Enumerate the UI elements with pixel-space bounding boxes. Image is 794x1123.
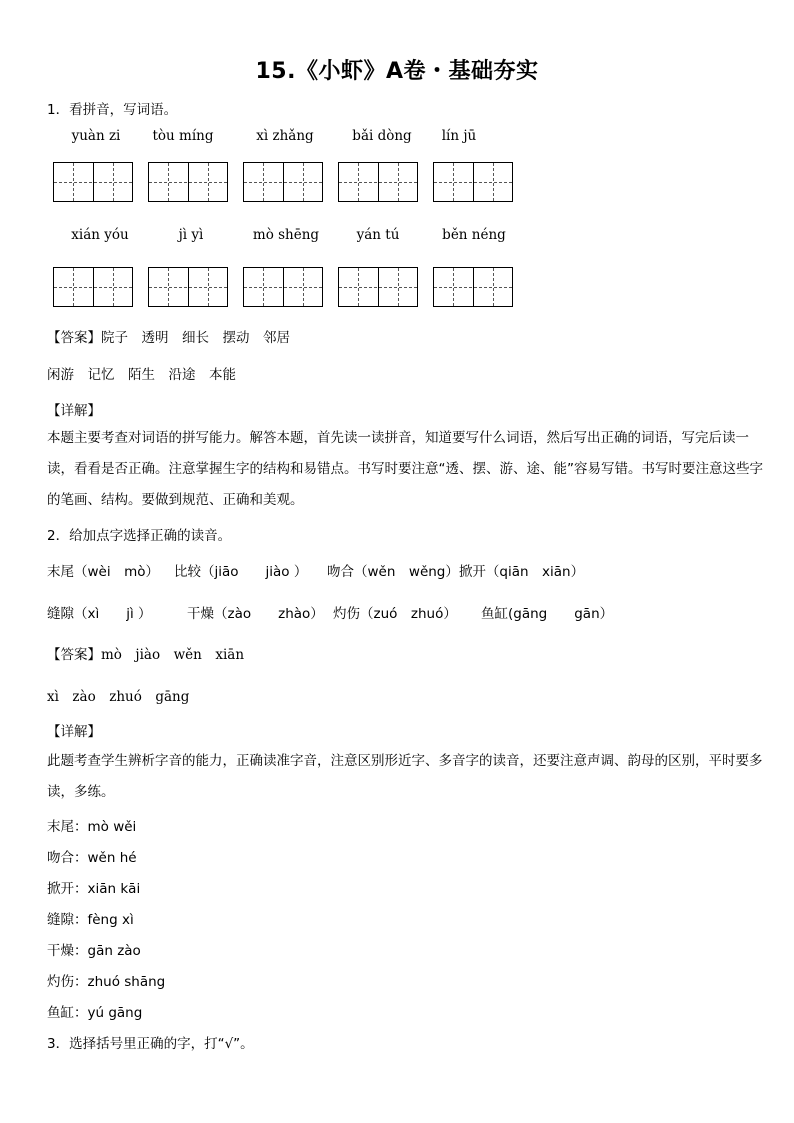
q1-answer-row2: 闲游 记忆 陌生 沿途 本能 <box>47 367 236 383</box>
tianzige-box[interactable] <box>433 267 513 307</box>
q1-detail-label: 【详解】 <box>47 403 101 419</box>
q2-prompt: 2．给加点字选择正确的读音。 <box>47 528 232 544</box>
answer-label: 【答案】 <box>47 647 101 663</box>
answer-text: mò jiào wěn xiān <box>101 647 245 663</box>
tianzige-box[interactable] <box>433 162 513 202</box>
reading-item: 灼伤：zhuó shāng <box>47 974 166 990</box>
tianzige-box[interactable] <box>243 162 323 202</box>
reading-item: 掀开：xiān kāi <box>47 881 141 897</box>
q2-item-3: 吻合（wěn wěng）掀开（qiān xiān） <box>327 564 585 580</box>
pinyin-8: mò shēng <box>252 227 320 243</box>
reading-item: 吻合：wěn hé <box>47 850 137 866</box>
reading-item: 末尾：mò wěi <box>47 819 137 835</box>
pinyin-10: běn néng <box>442 227 506 243</box>
q2-item-7: 鱼缸(gāng gān） <box>481 606 614 622</box>
q2-answer-row1 <box>47 643 244 663</box>
q3-prompt: 3．选择括号里正确的字，打“√”。 <box>47 1036 254 1052</box>
tianzige-box[interactable] <box>243 267 323 307</box>
answer-text: 院子 透明 细长 摆动 邻居 <box>101 330 290 346</box>
q2-item-6: 灼伤（zuó zhuó） <box>333 606 457 622</box>
q2-item-1: 末尾（wèi mò） <box>47 564 160 580</box>
pinyin-3: xì zhǎng <box>256 128 314 144</box>
q2-item-2: 比较（jiāo jiào ） <box>174 564 308 580</box>
pinyin-9: yán tú <box>356 227 400 243</box>
q2-detail-label: 【详解】 <box>47 724 101 740</box>
q1-prompt: 1．看拼音，写词语。 <box>47 102 178 118</box>
tianzige-box[interactable] <box>148 162 228 202</box>
q1-answer-row1 <box>47 326 290 346</box>
q2-item-4: 缝隙（xì jì ） <box>47 606 152 622</box>
answer-label: 【答案】 <box>47 330 101 346</box>
q2-item-5: 干燥（zào zhào） <box>187 606 324 622</box>
pinyin-6: xián yóu <box>71 227 129 243</box>
tianzige-box[interactable] <box>148 267 228 307</box>
pinyin-7: jì yì <box>178 227 204 243</box>
tianzige-box[interactable] <box>338 162 418 202</box>
pinyin-5: lín jū <box>441 128 477 144</box>
page-title: 15.《小虾》A卷・基础夯实 <box>255 59 539 84</box>
q1-detail-text: 本题主要考查对词语的拼写能力。解答本题，首先读一读拼音，知道要写什么词语，然后写出正确的词语，写完后读一读，看看是否正确。注意掌握生字的结构和易错点。书写时要注意“透、摆、游、途、能”容易写错。书写时要注意这些字的笔画、结构。要做到规范、正确和美观。 <box>47 430 763 508</box>
q2-detail-text: 此题考查学生辨析字音的能力，正确读准字音，注意区别形近字、多音字的读音，还要注意声调、韵母的区别，平时要多读，多练。 <box>47 753 763 800</box>
tianzige-box[interactable] <box>53 267 133 307</box>
pinyin-2: tòu míng <box>152 128 214 144</box>
tianzige-box[interactable] <box>53 162 133 202</box>
pinyin-4: bǎi dòng <box>352 128 412 144</box>
pinyin-1: yuàn zi <box>71 128 121 144</box>
reading-item: 鱼缸：yú gāng <box>47 1005 143 1021</box>
q2-answer-row2: xì zào zhuó gāng <box>47 689 190 705</box>
tianzige-box[interactable] <box>338 267 418 307</box>
reading-item: 缝隙：fèng xì <box>47 912 134 928</box>
reading-item: 干燥：gān zào <box>47 943 141 959</box>
